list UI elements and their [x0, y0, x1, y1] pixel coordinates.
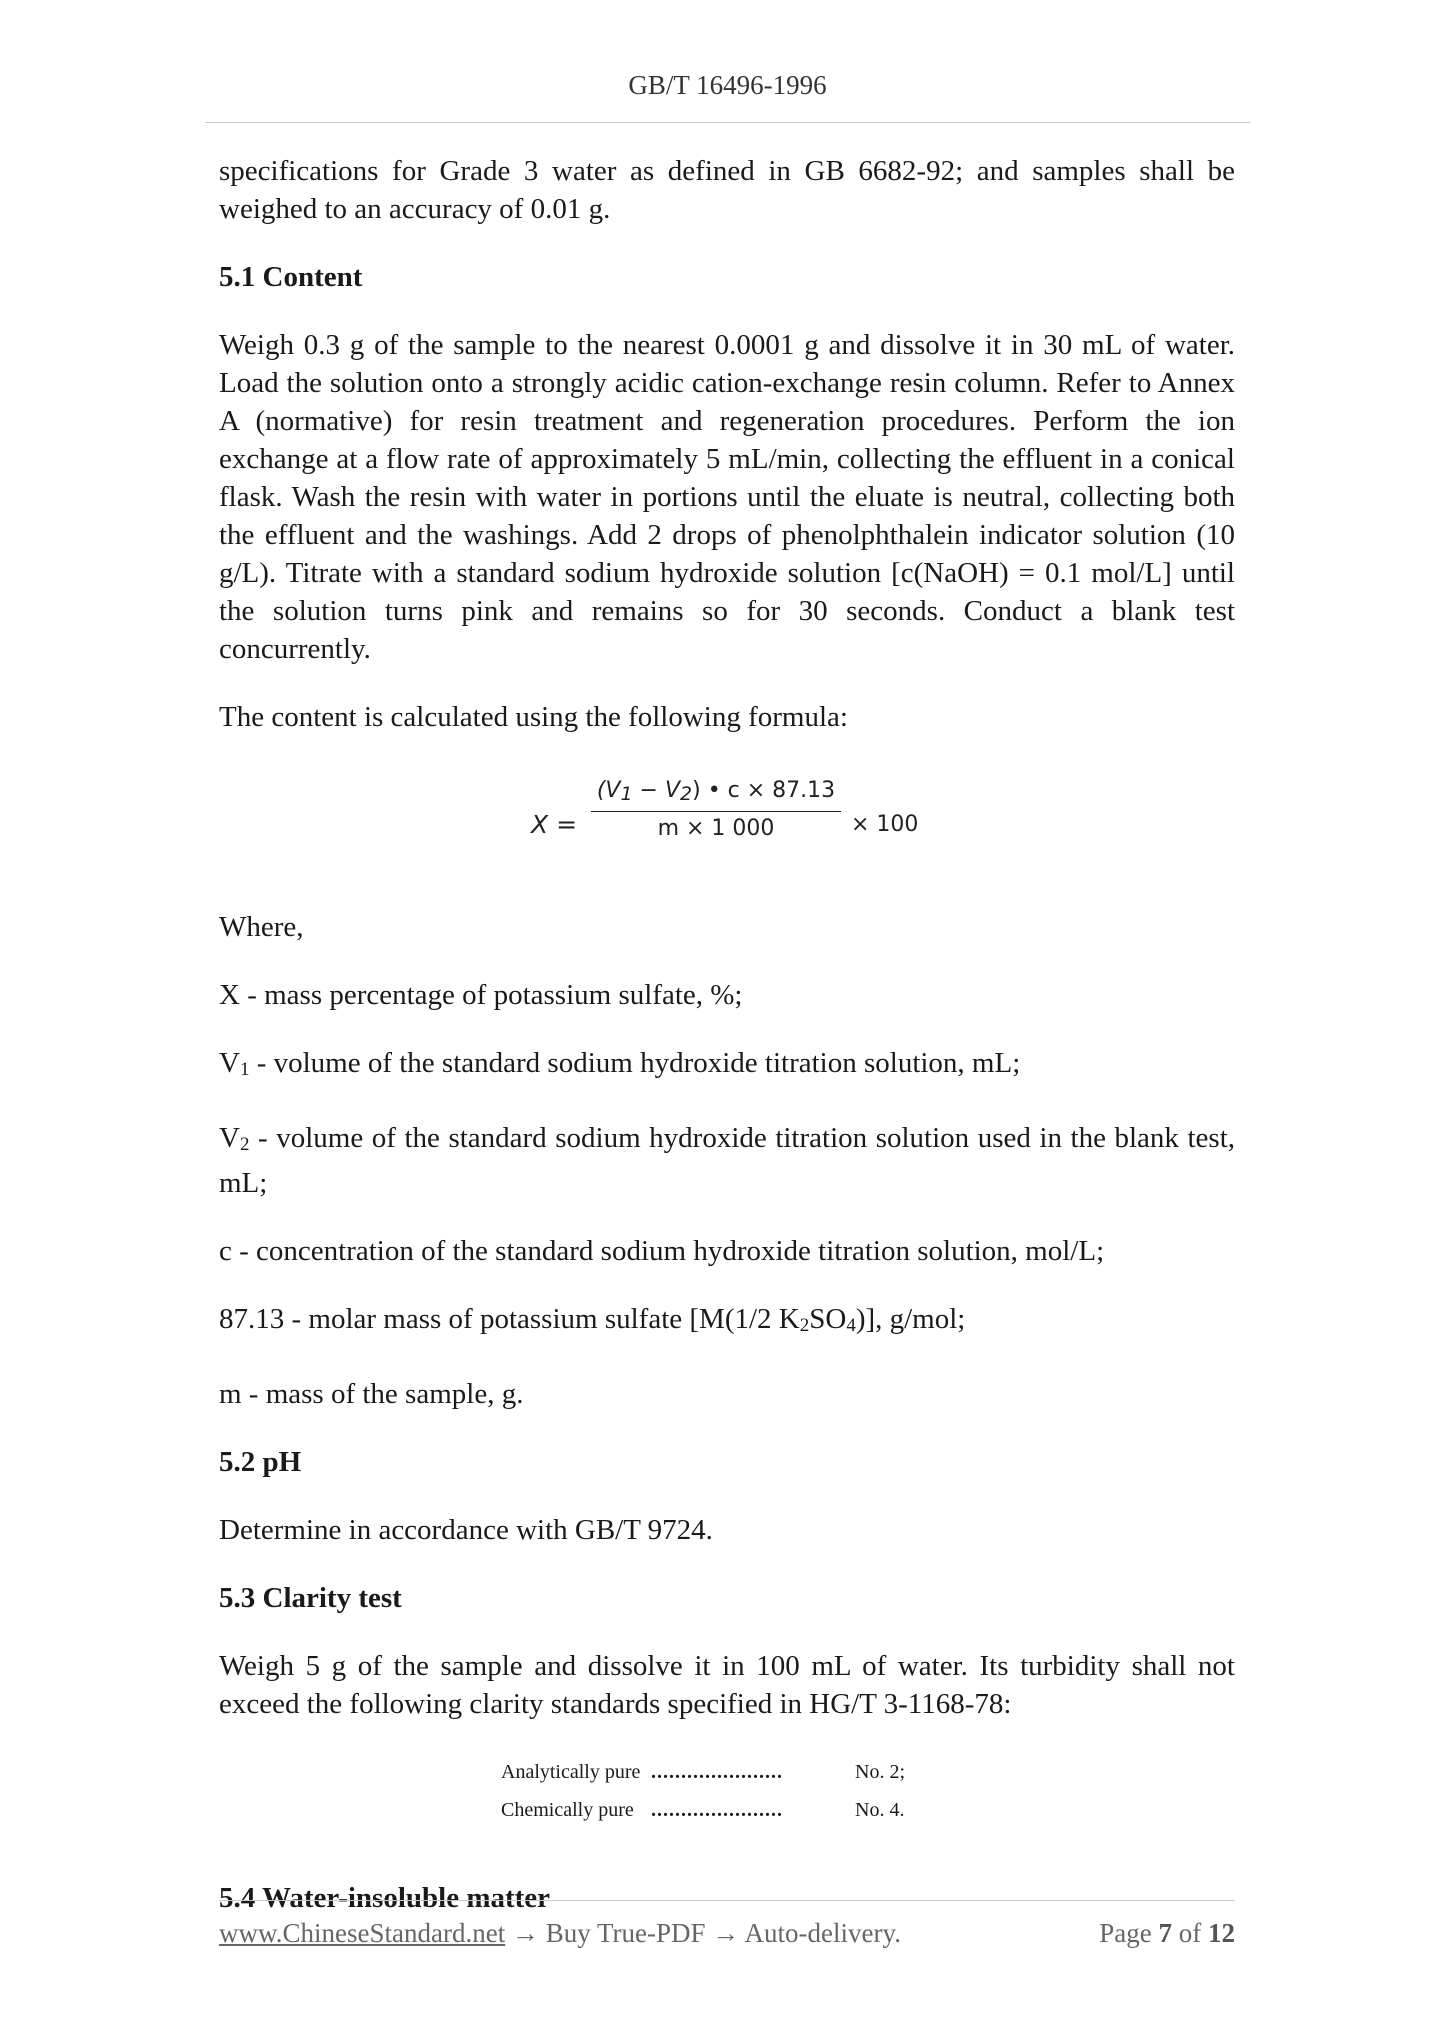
page-number: 7	[1158, 1918, 1172, 1948]
grade-leader-dots: ......................	[651, 1799, 783, 1821]
fraction-bar	[591, 811, 841, 812]
section-5-3-paragraph: Weigh 5 g of the sample and dissolve it in 100 mL of water. Its turbidity shall not exceed the following clarity standards specified in HG/T 3-1168-78:	[219, 1650, 1235, 1720]
promo-text: → Buy True-PDF → Auto-delivery.	[505, 1918, 901, 1948]
section-5-2-paragraph: Determine in accordance with GB/T 9724.	[219, 1514, 713, 1546]
site-link[interactable]: www.ChineseStandard.net	[219, 1918, 506, 1948]
variable-v1: V1 - volume of the standard sodium hydroxide titration solution, mL;	[219, 1047, 1021, 1080]
section-5-1-paragraph: Weigh 0.3 g of the sample to the nearest 0.0001 g and dissolve it in 30 mL of water. Load the solution onto a strongly acidic cation-exchange resin column. Refer to Annex A (normative) for resin treatment and regeneration procedures. Perform the ion exchange at a flow rate of approximately 5 mL/min, collecting the effluent in a conical flask. Wash the resin with water in portions until the eluate is neutral, collecting both the effluent and the washings. Add 2 drops of phenolphthalein indicator solution (10 g/L). Titrate with a standard sodium hydroxide solution [c(NaOH) = 0.1 mol/L] until the solution turns pink and remains so for 30 seconds. Conduct a blank test concurrently.	[219, 329, 1235, 665]
section-5-4-heading: 5.4 Water-insoluble matter	[219, 1882, 551, 1914]
variable-m: m - mass of the sample, g.	[219, 1378, 524, 1410]
formula-lhs: X =	[531, 810, 578, 839]
page-body	[219, 152, 1235, 1947]
section-5-3-heading: 5.3 Clarity test	[219, 1582, 402, 1614]
grade-row	[501, 1791, 1235, 1829]
header-divider	[205, 122, 1250, 123]
clarity-grades-list	[501, 1753, 1235, 1829]
formula-numerator: (V1 − V2) • c × 87.13	[596, 778, 836, 805]
formula-fraction	[591, 776, 841, 844]
intro-paragraph: specifications for Grade 3 water as defined in GB 6682-92; and samples shall be weighed to an accuracy of 0.01 g.	[219, 155, 1235, 225]
formula-denominator: m × 1 000	[657, 816, 775, 841]
grade-name: Analytically pure	[501, 1761, 641, 1783]
footer-promo	[219, 1918, 901, 1949]
footer-divider	[219, 1900, 1235, 1901]
page-total: 12	[1208, 1918, 1235, 1948]
section-5-1-heading: 5.1 Content	[219, 261, 363, 293]
grade-value: No. 2;	[855, 1761, 905, 1783]
formula-multiplier: × 100	[851, 812, 919, 837]
grade-row	[501, 1753, 1235, 1791]
variable-v2: V2 - volume of the standard sodium hydroxide titration solution used in the blank test, mL;	[219, 1122, 1235, 1199]
grade-name: Chemically pure	[501, 1799, 634, 1821]
variable-x: X - mass percentage of potassium sulfate, %;	[219, 979, 743, 1011]
variable-molar-mass: 87.13 - molar mass of potassium sulfate [M(1/2 K2SO4)], g/mol;	[219, 1303, 966, 1336]
page-counter: Page 7 of 12	[1099, 1918, 1235, 1948]
grade-leader-dots: ......................	[651, 1761, 783, 1783]
document-id-header: GB/T 16496-1996	[628, 70, 827, 100]
section-5-2-heading: 5.2 pH	[219, 1446, 302, 1478]
content-formula	[219, 776, 1235, 868]
variable-c: c - concentration of the standard sodium hydroxide titration solution, mol/L;	[219, 1235, 1105, 1267]
formula-intro: The content is calculated using the following formula:	[219, 701, 848, 733]
where-label: Where,	[219, 911, 304, 943]
grade-value: No. 4.	[855, 1799, 905, 1821]
